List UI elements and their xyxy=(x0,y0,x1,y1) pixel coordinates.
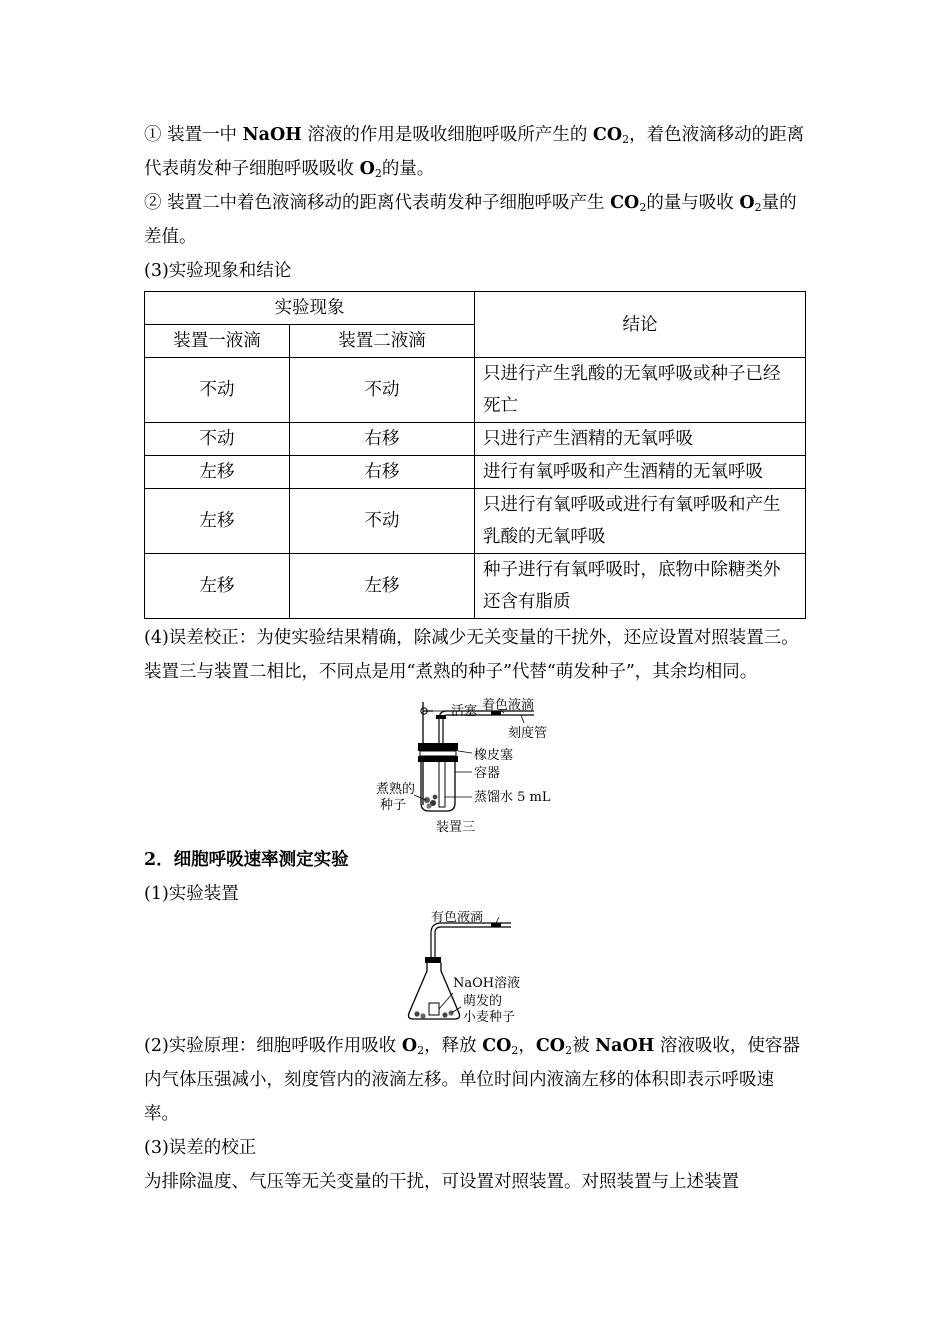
label-water: 蒸馏水 5 mL xyxy=(474,790,551,805)
label-colored-droplet: 有色液滴 xyxy=(431,911,484,925)
figure-caption: 装置三 xyxy=(436,820,476,835)
table-row: 左移 不动 只进行有氧呼吸或进行有氧呼吸和产生乳酸的无氧呼吸 xyxy=(145,489,806,554)
paragraph-device-two: ② 装置二中着色液滴移动的距离代表萌发种子细胞呼吸产生 $CO_2$的量与吸收 $O_2$量的差值。 xyxy=(144,193,797,247)
heading-respiration-rate: 2．细胞呼吸速率测定实验 xyxy=(144,850,349,870)
label-stopper: 橡皮塞 xyxy=(474,748,514,763)
paragraph-error-correction: (4)误差校正：为使实验结果精确，除减少无关变量的干扰外，还应设置对照装置三。装置三与装置二相比，不同点是用“煮熟的种子”代替“萌发种子”，其余均相同。 xyxy=(144,628,799,682)
label-stopcock: 活塞 xyxy=(451,704,478,719)
table-row: 左移 右移 进行有氧呼吸和产生酒精的无氧呼吸 xyxy=(145,456,806,489)
table-row: 左移 左移 种子进行有氧呼吸时，底物中除糖类外还含有脂质 xyxy=(145,554,806,619)
label-seeds-line1: 煮熟的 xyxy=(376,782,416,797)
header-phenomenon: 实验现象 xyxy=(145,292,475,325)
subheading-apparatus: (1)实验装置 xyxy=(144,884,239,904)
header-device-one: 装置一液滴 xyxy=(145,325,290,358)
label-naoh: NaOH溶液 xyxy=(453,976,521,991)
label-seeds-line2: 种子 xyxy=(380,798,407,813)
label-container: 容器 xyxy=(474,766,501,781)
page-content xyxy=(144,118,808,1199)
paragraph-principle: (2)实验原理：细胞呼吸作用吸收 $O_2$，释放 $CO_2$，$CO_2$被 NaOH 溶液吸收，使容器内气体压强减小，刻度管内的液滴左移。单位时间内液滴左移的体积即表示呼吸速率。 xyxy=(144,1036,800,1124)
paragraph-device-one: ① 装置一中 NaOH 溶液的作用是吸收细胞呼吸所产生的 $CO_2$，着色液滴移动的距离代表萌发种子细胞呼吸吸收 $O_2$的量。 xyxy=(144,125,805,180)
label-seeds-line2: 小麦种子 xyxy=(463,1010,516,1025)
device-three-figure xyxy=(376,697,576,837)
header-device-two: 装置二液滴 xyxy=(290,325,475,358)
subheading-correction: (3)误差的校正 xyxy=(144,1138,257,1158)
table-row: 不动 右移 只进行产生酒精的无氧呼吸 xyxy=(145,423,806,456)
header-conclusion: 结论 xyxy=(475,292,806,358)
label-droplet: 着色液滴 xyxy=(482,698,535,713)
table-row: 不动 不动 只进行产生乳酸的无氧呼吸或种子已经死亡 xyxy=(145,358,806,423)
results-table xyxy=(144,291,806,619)
flask-figure xyxy=(401,911,551,1029)
label-tube: 刻度管 xyxy=(508,726,548,741)
label-seeds-line1: 萌发的 xyxy=(463,994,503,1009)
paragraph-control: 为排除温度、气压等无关变量的干扰，可设置对照装置。对照装置与上述装置 xyxy=(144,1172,739,1192)
section-title-phenomena: (3)实验现象和结论 xyxy=(144,261,292,281)
